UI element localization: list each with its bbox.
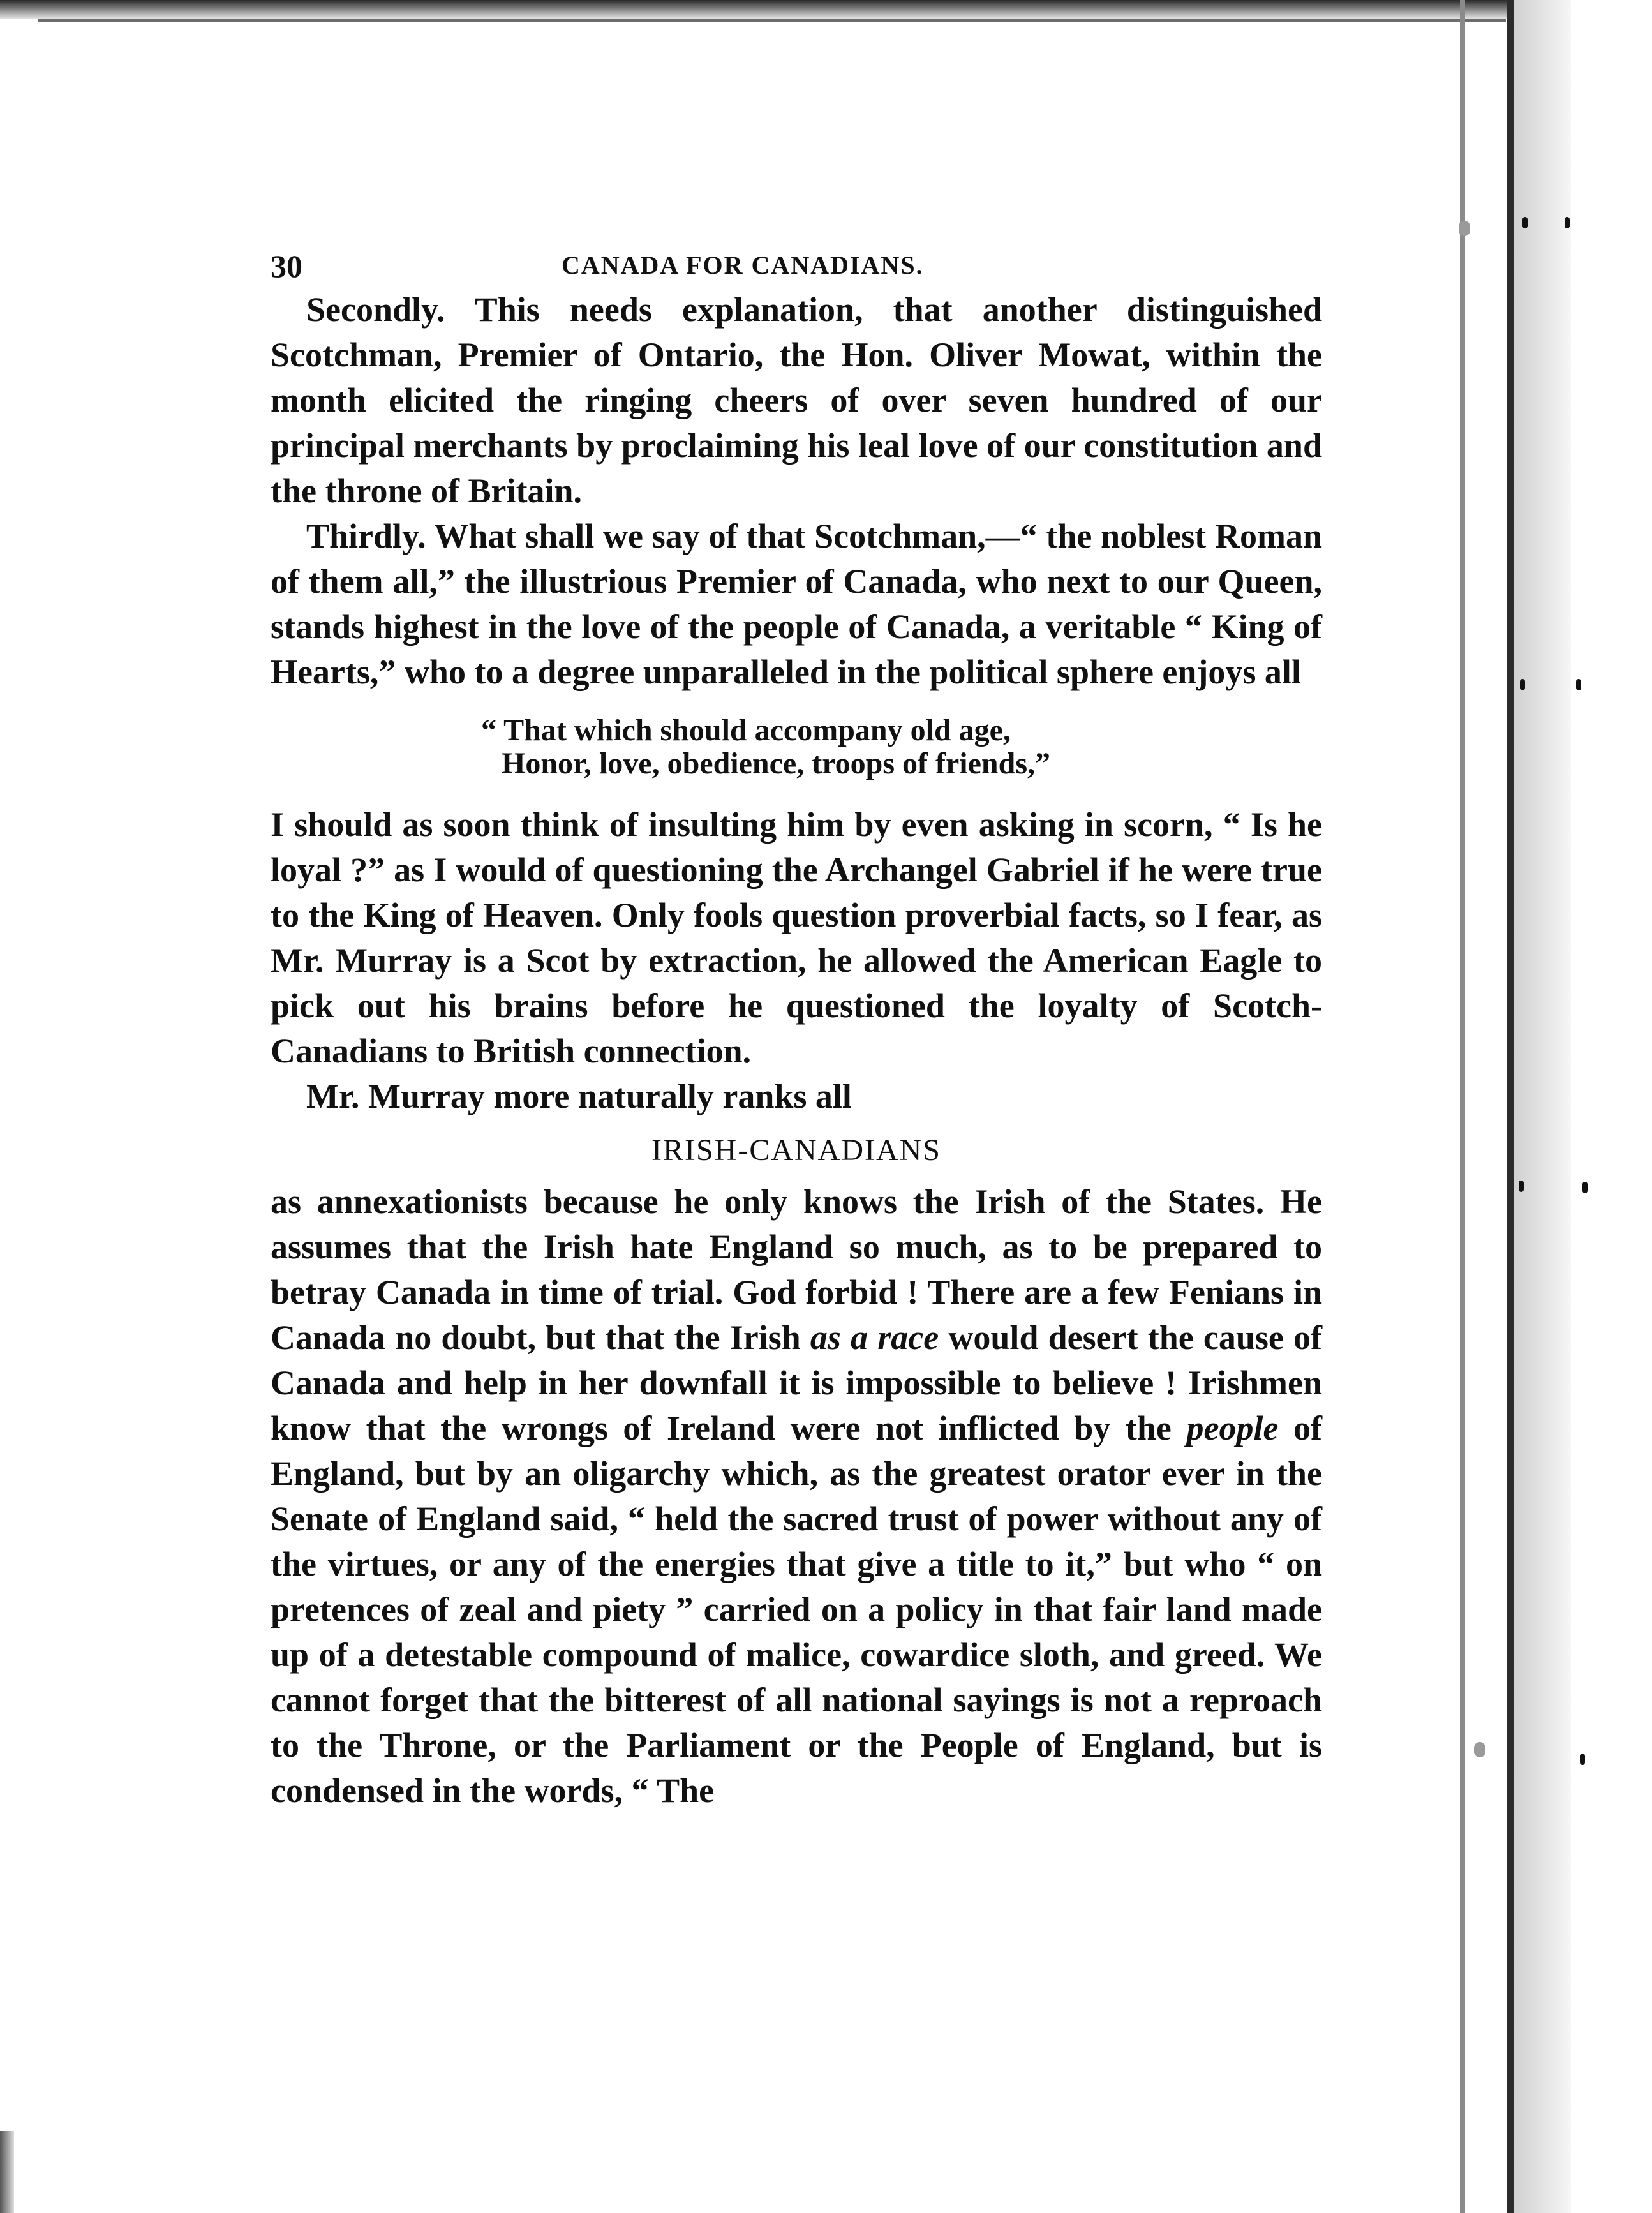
running-title: CANADA FOR CANADIANS. — [562, 251, 924, 279]
text-run: as annexationists because he only knows the Irish of the States. He assumes that the Irish hate England so much, as to be prepared to betray Canada in time of trial. God forbid ! There are a few Fenians in Canada no doubt, but that the Irish — [271, 1182, 1322, 1357]
quote-line: Honor, love, obedience, troops of friends,” — [502, 747, 1050, 780]
page-right-edge — [1460, 0, 1465, 2213]
binding-shadow — [1507, 0, 1514, 2213]
page-number: 30 — [271, 248, 302, 284]
text-run: of England, but by an oligarchy which, as the greatest orator ever in the Senate of England said, “ held the sacred trust of power without any of the virtues, or any of the energies that give a title to it,” but who “ on pretences of zeal and piety ” carried on a policy in that fair land made up of a detestable compound of malice, cowardice sloth, and greed. We cannot forget that the bitterest of all national sayings is not a reproach to the Throne, or the Parliament or the People of England, but is condensed in the words, “ The — [271, 1409, 1323, 1810]
paragraph-irish — [271, 1179, 1322, 1814]
italic-text: as a race — [810, 1318, 939, 1357]
paragraph-secondly: Secondly. This needs explanation, that another distinguished Scotchman, Premier of Ontario, the Hon. Oliver Mowat, within the month elicited the ringing cheers of over seven hundred of our principal merchants by proclaiming his leal love of our constitution and the throne of Britain. — [271, 290, 1322, 510]
bleed-through-mark — [1522, 217, 1528, 228]
scan-margin — [1571, 0, 1652, 2213]
bleed-through-mark — [1459, 221, 1470, 236]
italic-text: people — [1186, 1409, 1279, 1447]
bleed-through-mark — [1520, 679, 1525, 690]
bleed-through-mark — [1565, 217, 1570, 228]
bleed-through-mark — [1576, 679, 1581, 690]
scan-left-edge — [0, 2131, 14, 2213]
book-page — [271, 242, 1322, 1814]
bleed-through-mark — [1580, 1754, 1585, 1765]
bleed-through-mark — [1474, 1742, 1485, 1757]
bleed-through-mark — [1519, 1181, 1524, 1192]
paragraph-thirdly: Thirdly. What shall we say of that Scotchman,—“ the noblest Roman of them all,” the illustrious Premier of Canada, who next to our Queen, stands highest in the love of the people of Canada, a veritable “ King of Hearts,” who to a degree unparalleled in the political sphere enjoys all — [271, 517, 1322, 691]
quote-line: “ That which should accompany old age, — [481, 713, 1011, 747]
paragraph-murray: Mr. Murray more naturally ranks all — [306, 1077, 852, 1115]
section-heading: IRISH-CANADIANS — [651, 1133, 941, 1167]
scan-top-edge — [0, 0, 1652, 19]
running-head — [271, 242, 1322, 287]
paragraph-loyalty: I should as soon think of insulting him by even asking in scorn, “ Is he loyal ?” as I would of questioning the Archangel Gabriel if he were true to the King of Heaven. Only fools question proverbial facts, so I fear, as Mr. Murray is a Scot by extraction, he allowed the American Eagle to pick out his brains before he questioned the loyalty of Scotch-Canadians to British connection. — [271, 805, 1322, 1070]
scan-top-rule — [38, 19, 1506, 22]
adjacent-page-strip — [1514, 0, 1571, 2213]
text-run: would desert the cause of Canada and help in her downfall it is impossible to believe ! Irishmen know that the wrongs of Ireland were not inflicted by the — [271, 1318, 1323, 1447]
bleed-through-mark — [1582, 1182, 1588, 1193]
verse-quotation — [481, 714, 1322, 780]
